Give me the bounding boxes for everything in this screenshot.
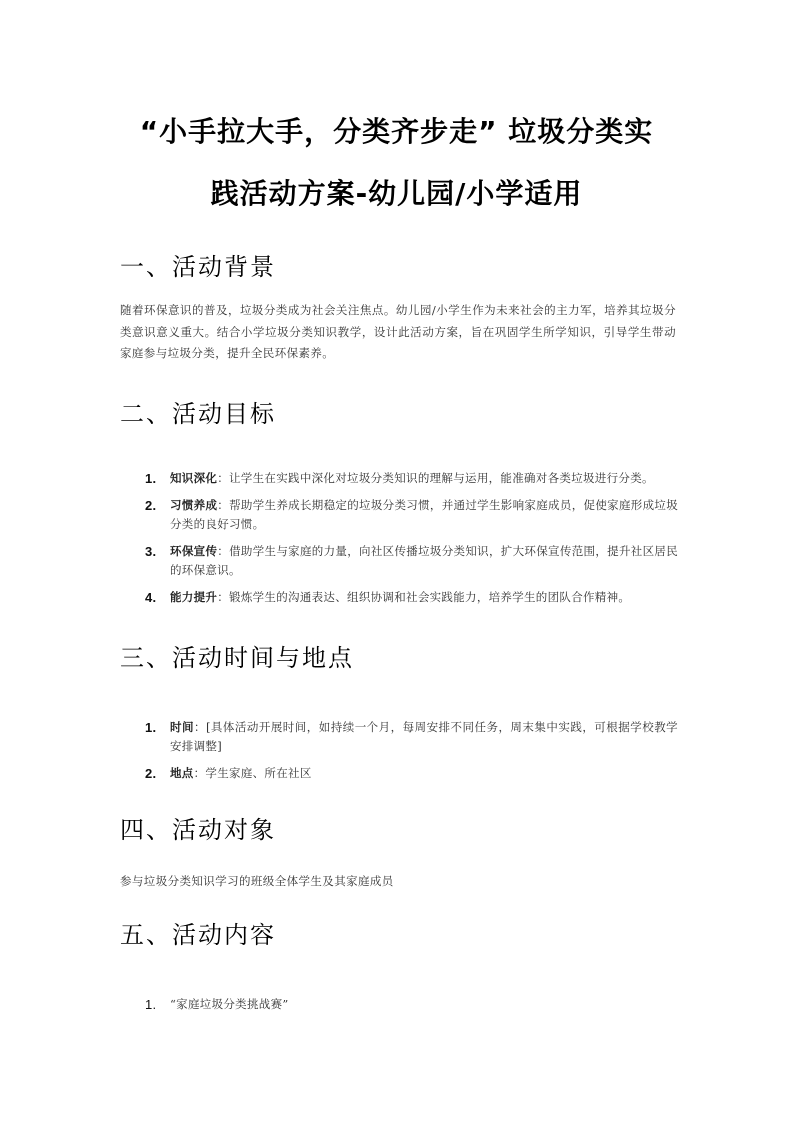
- goals-list: [145, 469, 678, 607]
- list-item-text: [具体活动开展时间，如持续一个月，每周安排不同任务，周末集中实践，可根据学校教学安排调整]: [170, 720, 678, 753]
- list-item-text: 学生家庭、所在社区: [205, 766, 312, 780]
- list-item: [145, 995, 678, 1014]
- list-number: 3.: [145, 544, 157, 559]
- list-item-text: 借助学生与家庭的力量，向社区传播垃圾分类知识，扩大环保宣传范围，提升社区居民的环保意识。: [170, 544, 678, 577]
- list-item-term: 能力提升: [170, 590, 218, 604]
- list-item-term: 知识深化: [170, 471, 218, 485]
- list-item-text: 锻炼学生的沟通表达、组织协调和社会实践能力，培养学生的团队合作精神。: [229, 590, 631, 604]
- list-item-term: 习惯养成: [170, 498, 218, 512]
- list-item-text: 让学生在实践中深化对垃圾分类知识的理解与运用，能准确对各类垃圾进行分类。: [229, 471, 654, 485]
- section-heading-content: 五、活动内容: [120, 921, 276, 949]
- list-item-term: 地点: [170, 766, 194, 780]
- list-item: [145, 496, 678, 534]
- document-title-line-2: 践活动方案-幼儿园/小学适用: [210, 177, 583, 210]
- list-item: [145, 588, 678, 607]
- list-item: [145, 764, 678, 783]
- list-item-term: 环保宣传: [170, 544, 218, 558]
- list-item-separator: ：: [217, 498, 230, 512]
- list-item-separator: ：: [217, 544, 230, 558]
- list-item-text: “家庭垃圾分类挑战赛”: [170, 997, 289, 1011]
- list-number: 2.: [145, 498, 157, 513]
- list-item-separator: ：: [193, 720, 206, 734]
- list-number: 2.: [145, 766, 157, 781]
- list-item-separator: ：: [217, 471, 230, 485]
- time-place-list: [145, 718, 678, 783]
- list-number: 4.: [145, 590, 157, 605]
- section-heading-audience: 四、活动对象: [120, 816, 276, 844]
- list-item: [145, 542, 678, 580]
- section-heading-time-place: 三、活动时间与地点: [120, 644, 354, 672]
- list-number: 1.: [145, 471, 157, 486]
- list-item: [145, 469, 678, 488]
- document-title-line-1: “小手拉大手，分类齐步走” 垃圾分类实: [139, 115, 654, 148]
- list-item-separator: ：: [217, 590, 230, 604]
- section-heading-goals: 二、活动目标: [120, 400, 276, 428]
- content-list: [145, 995, 678, 1014]
- list-number: 1.: [145, 997, 157, 1012]
- list-item-text: 帮助学生养成长期稳定的垃圾分类习惯，并通过学生影响家庭成员，促使家庭形成垃圾分类的良好习惯。: [170, 498, 678, 531]
- section-paragraph-background: 随着环保意识的普及，垃圾分类成为社会关注焦点。幼儿园/小学生作为未来社会的主力军，培养其垃圾分类意识意义重大。结合小学垃圾分类知识教学，设计此活动方案，旨在巩固学生所学知识，引导学生带动家庭参与垃圾分类，提升全民环保素养。: [120, 303, 676, 360]
- list-item-separator: ：: [193, 766, 206, 780]
- list-number: 1.: [145, 720, 157, 735]
- section-heading-background: 一、活动背景: [120, 253, 276, 281]
- list-item: [145, 718, 678, 756]
- section-paragraph-audience: 参与垃圾分类知识学习的班级全体学生及其家庭成员: [120, 874, 394, 888]
- list-item-term: 时间: [170, 720, 194, 734]
